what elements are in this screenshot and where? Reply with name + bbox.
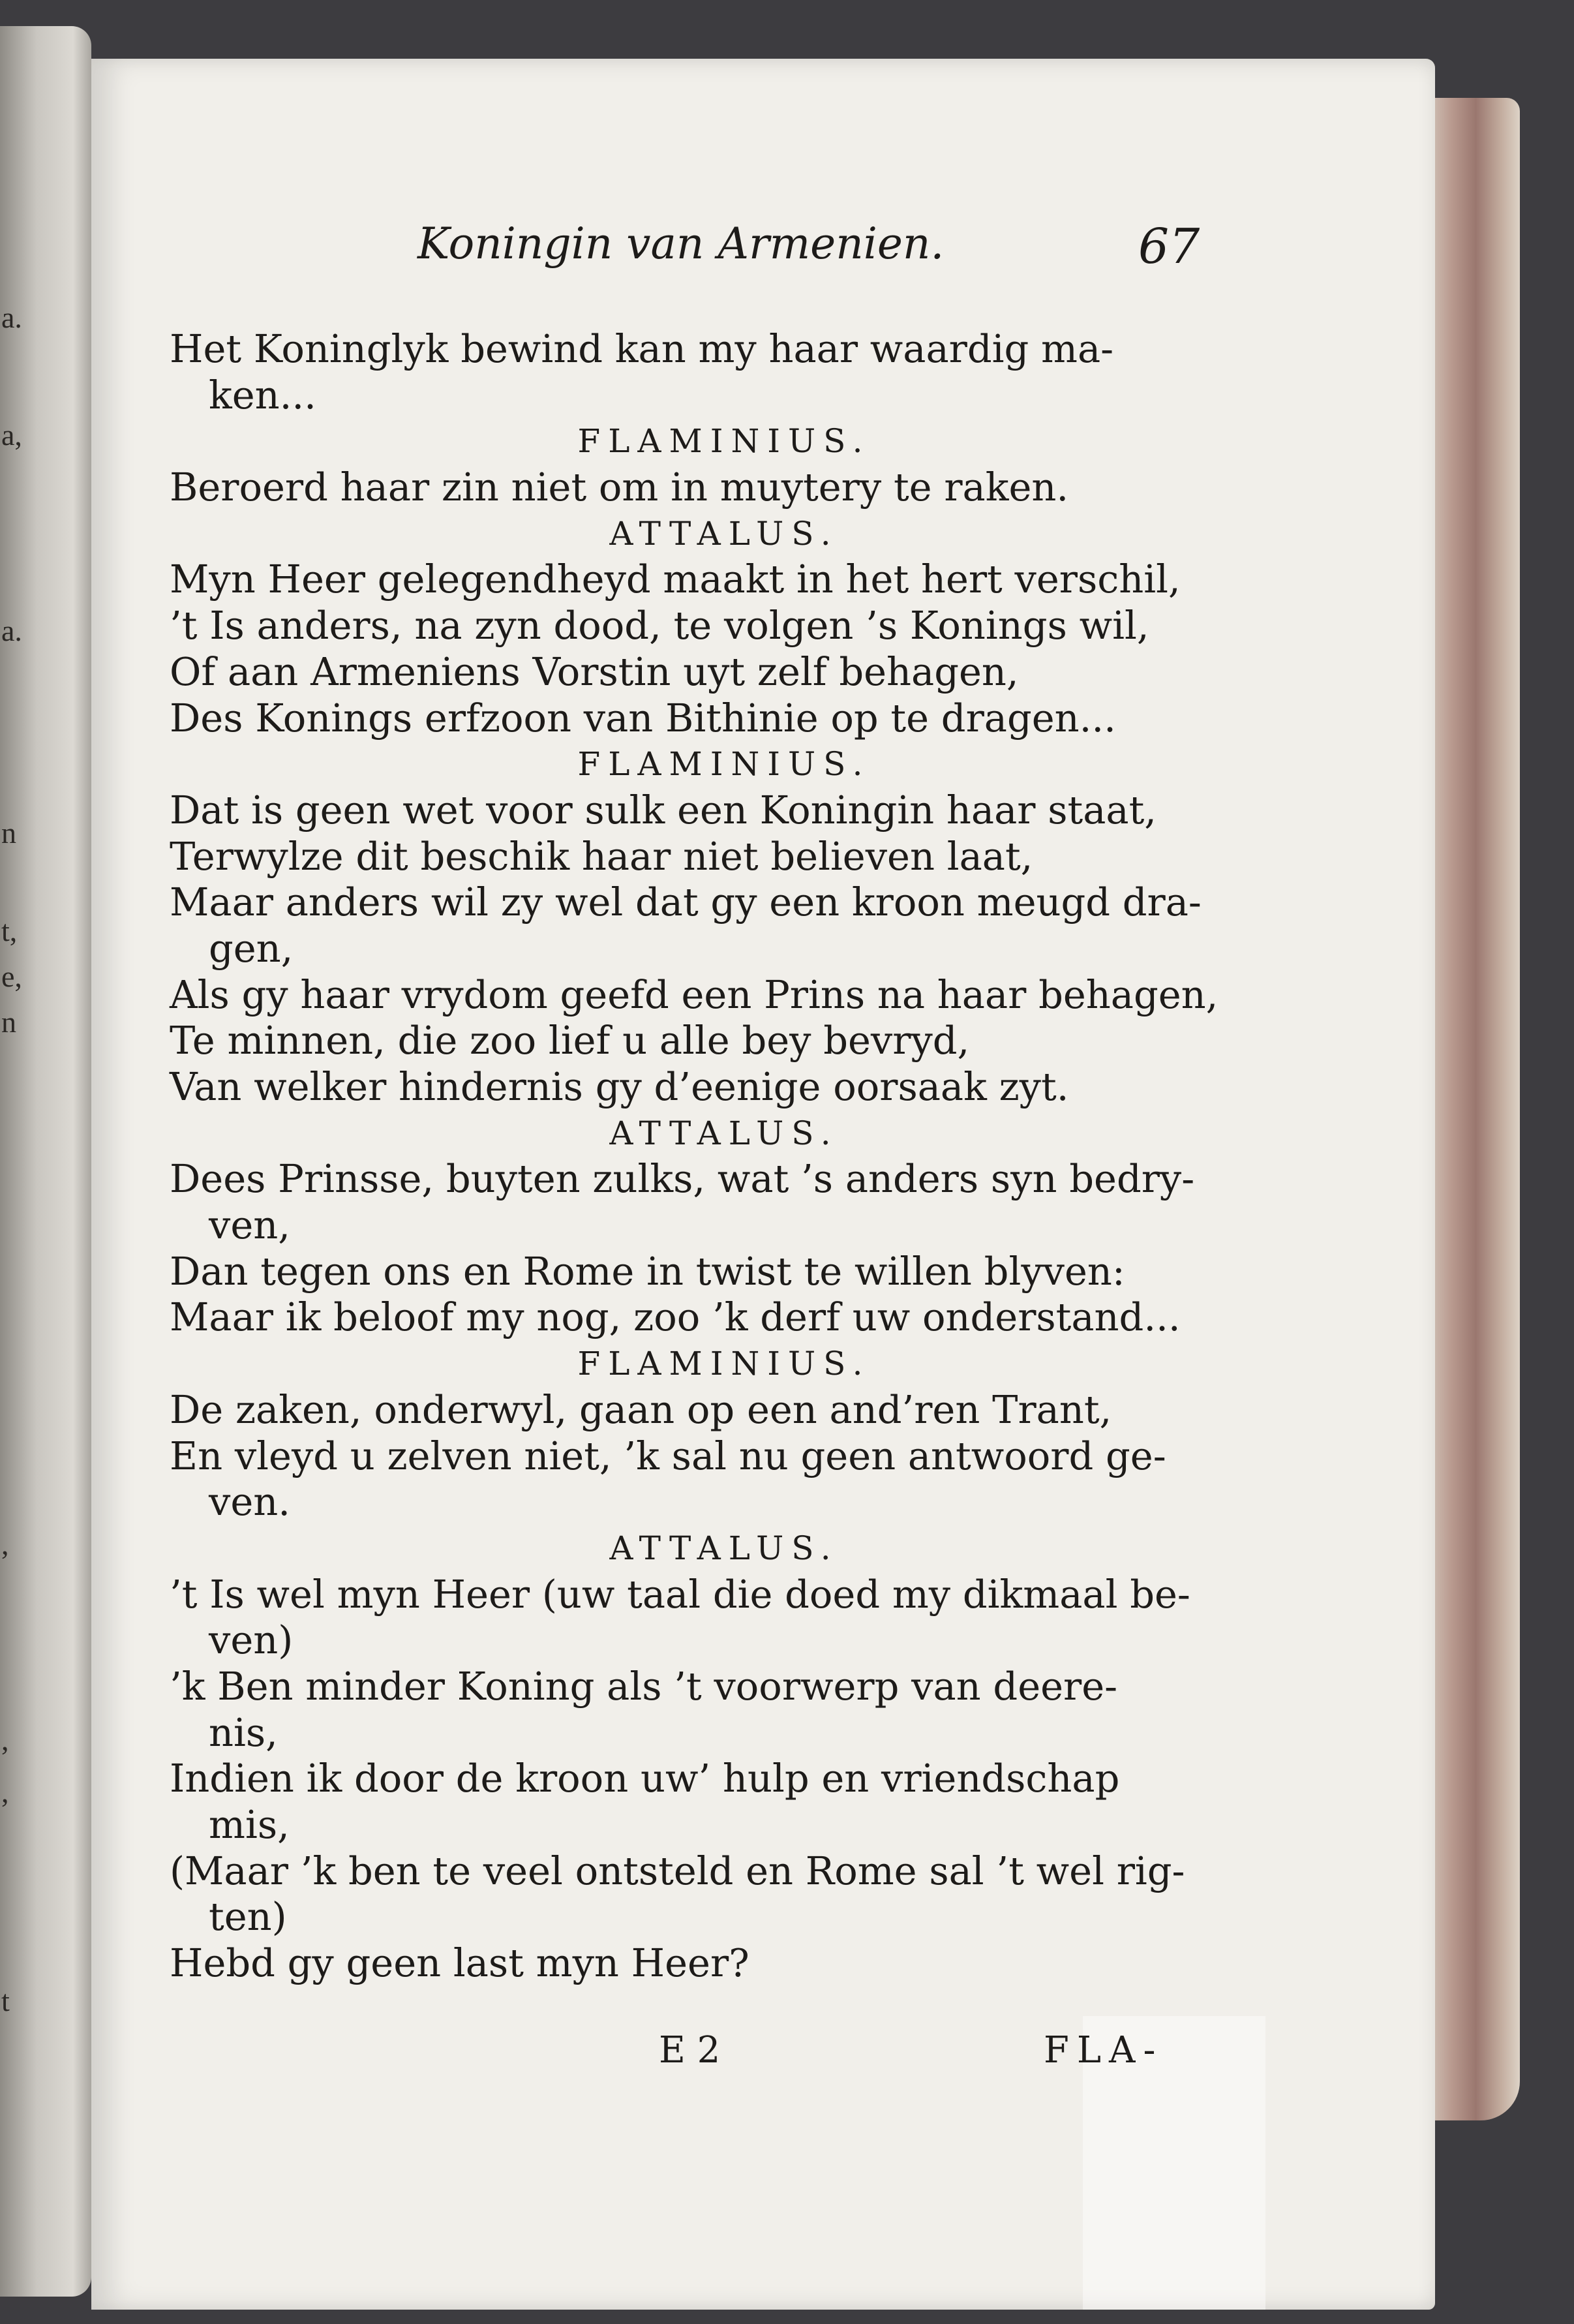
page-footer — [91, 2029, 1435, 2081]
verse-line: Terwylze dit beschik haar niet believen laat, — [170, 833, 1033, 879]
verse-line: ken... — [209, 372, 316, 418]
verse-line: Dan tegen ons en Rome in twist te willen blyven: — [170, 1248, 1125, 1294]
facing-page-fragment: , — [1, 1775, 9, 1809]
verse-line: Myn Heer gelegendheyd maakt in het hert verschil, — [170, 557, 1181, 602]
verse-line: Te minnen, die zoo lief u alle bey bevryd, — [170, 1018, 970, 1063]
page-header — [91, 219, 1435, 290]
verse-line: mis, — [209, 1802, 290, 1847]
speaker-name: ATTALUS. — [609, 1529, 839, 1567]
verse-line: ’k Ben minder Koning als ’t voorwerp van deere- — [170, 1663, 1118, 1709]
verse-line: gen, — [209, 925, 294, 971]
running-title: Koningin van Armenien. — [417, 219, 945, 269]
verse-line: ten) — [209, 1894, 287, 1940]
facing-page-fragment: t — [1, 1984, 10, 2017]
verse-line: Dat is geen wet voor sulk een Koningin haar staat, — [170, 787, 1157, 833]
speaker-name: ATTALUS. — [609, 1114, 839, 1152]
speaker-name: FLAMINIUS. — [577, 1345, 871, 1383]
verse-line: ven. — [209, 1479, 291, 1525]
verse-line: De zaken, onderwyl, gaan op een and’ren Trant, — [170, 1386, 1112, 1432]
verse-line: Dees Prinsse, buyten zulks, wat ’s anders syn bedry- — [170, 1156, 1195, 1202]
catchword: FLA- — [1044, 2029, 1164, 2072]
speaker-name: FLAMINIUS. — [577, 422, 871, 461]
verse-line: (Maar ’k ben te veel ontsteld en Rome sal ’t wel rig- — [170, 1848, 1185, 1893]
facing-page-fragment: a. — [1, 614, 22, 647]
verse-line: Het Koninglyk bewind kan my haar waardig ma- — [170, 326, 1114, 371]
signature-mark: E 2 — [659, 2029, 721, 2072]
facing-page-fragment: a, — [1, 418, 22, 451]
verse-line: En vleyd u zelven niet, ’k sal nu geen antwoord ge- — [170, 1433, 1166, 1478]
facing-page-edge — [0, 26, 91, 2297]
verse-line: Maar anders wil zy wel dat gy een kroon meugd dra- — [170, 879, 1202, 925]
play-text — [170, 326, 1279, 1987]
facing-page-fragment: , — [1, 1527, 9, 1561]
speaker-name: FLAMINIUS. — [577, 745, 871, 784]
book-page — [91, 59, 1435, 2310]
verse-line: ven, — [209, 1202, 291, 1248]
verse-line: Indien ik door de kroon uw’ hulp en vriendschap — [170, 1756, 1120, 1801]
verse-line: ’t Is wel myn Heer (uw taal die doed my dikmaal be- — [170, 1571, 1190, 1617]
verse-line: Hebd gy geen last myn Heer? — [170, 1940, 749, 1986]
verse-line: Of aan Armeniens Vorstin uyt zelf behagen, — [170, 649, 1019, 694]
page-number: 67 — [1138, 219, 1200, 275]
speaker-name: ATTALUS. — [609, 514, 839, 553]
verse-line: ven) — [209, 1617, 294, 1663]
book-page-edges — [1422, 98, 1520, 2120]
verse-line: Des Konings erfzoon van Bithinie op te dragen... — [170, 695, 1116, 741]
facing-page-fragment: t, — [1, 914, 18, 947]
facing-page-fragment: n — [1, 816, 16, 849]
facing-page-fragment: a. — [1, 301, 22, 334]
verse-line: nis, — [209, 1709, 278, 1755]
verse-line: Maar ik beloof my nog, zoo ’k derf uw onderstand... — [170, 1294, 1181, 1340]
facing-page-fragment: , — [1, 1723, 9, 1756]
verse-line: Als gy haar vrydom geefd een Prins na haar behagen, — [170, 971, 1218, 1017]
facing-page-fragment: n — [1, 1005, 16, 1039]
verse-line: Van welker hindernis gy d’eenige oorsaak zyt. — [170, 1064, 1069, 1109]
verse-line: Beroerd haar zin niet om in muytery te raken. — [170, 465, 1069, 510]
verse-line: ’t Is anders, na zyn dood, te volgen ’s Konings wil, — [170, 603, 1149, 649]
facing-page-fragment: e, — [1, 960, 22, 993]
